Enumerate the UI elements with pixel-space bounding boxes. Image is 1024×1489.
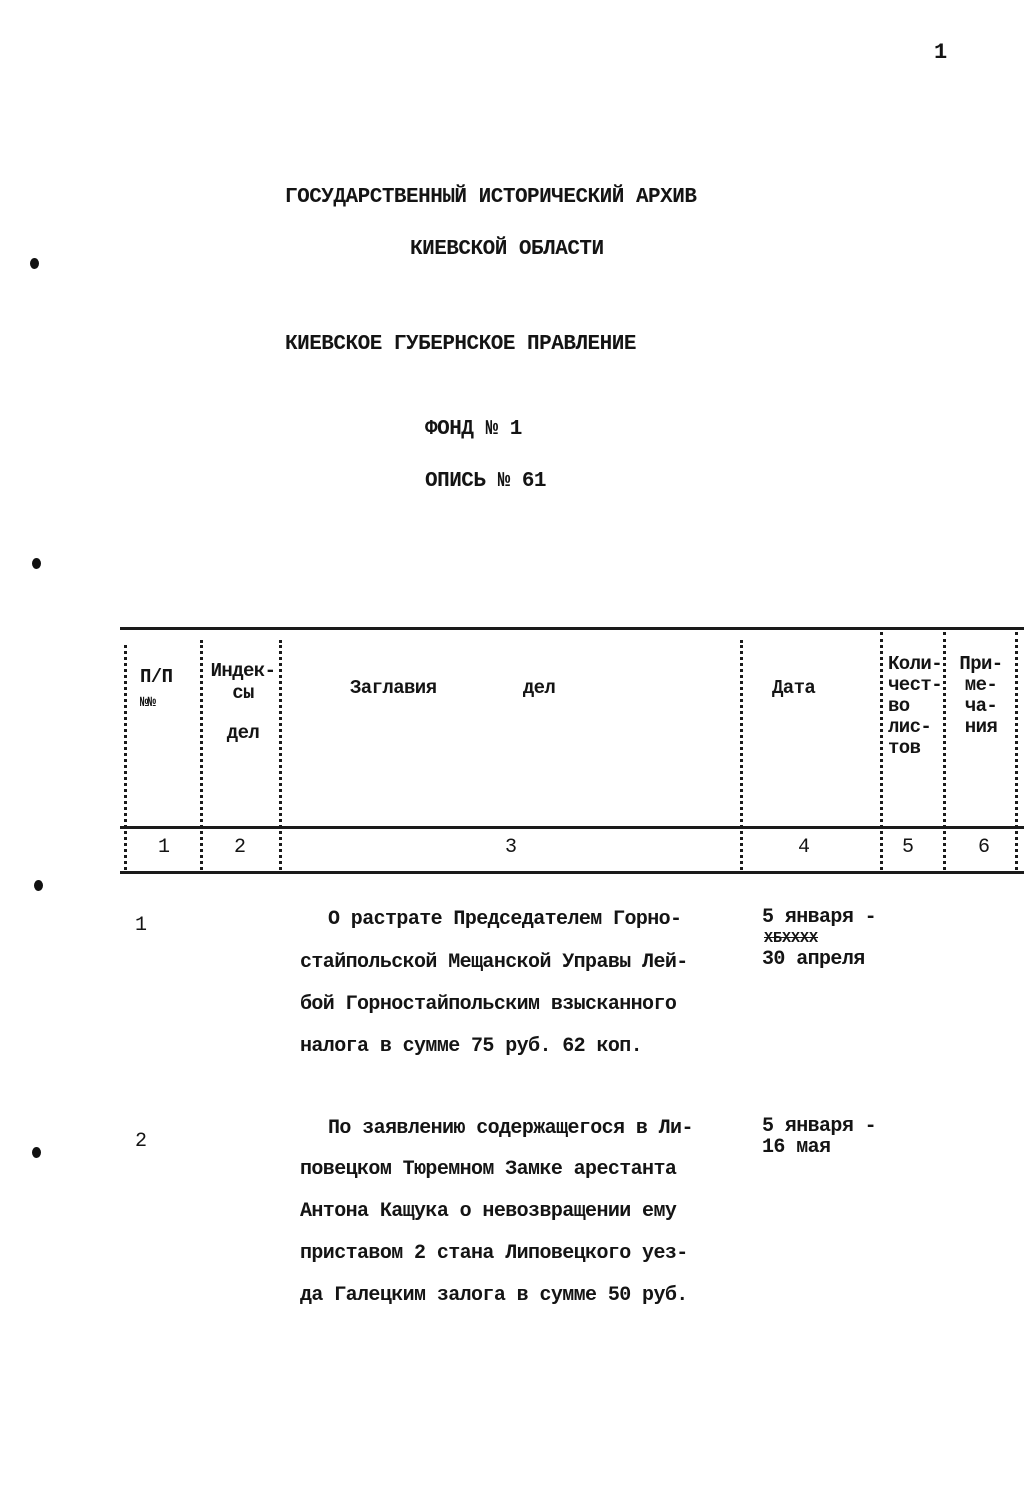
header-line: лис- xyxy=(888,716,932,738)
row-title-line: бой Горностайпольским взысканного xyxy=(300,993,677,1016)
column-divider xyxy=(943,632,946,870)
header-line: во xyxy=(888,695,910,717)
column-header-sheets xyxy=(888,654,942,759)
column-number-6: 6 xyxy=(978,836,991,859)
column-header-date: Дата xyxy=(772,677,816,699)
row-number: 2 xyxy=(135,1130,148,1153)
column-number-4: 4 xyxy=(798,836,811,859)
header-line: П/П xyxy=(140,666,173,688)
column-header-title: Заглавия дел xyxy=(350,677,556,699)
column-number-2: 2 xyxy=(234,836,247,859)
column-header-index xyxy=(208,660,278,744)
column-header-notes xyxy=(952,654,1010,738)
column-divider xyxy=(279,640,282,870)
binder-hole-mark xyxy=(34,880,43,891)
row-title-line: О растрате Председателем Горно- xyxy=(328,908,682,931)
header-line: ме- xyxy=(964,674,998,696)
header-line: Индек- xyxy=(210,660,276,682)
column-number-5: 5 xyxy=(902,836,915,859)
row-title-line: налога в сумме 75 руб. 62 коп. xyxy=(300,1035,643,1058)
archive-region: КИЕВСКОЙ ОБЛАСТИ xyxy=(410,238,604,261)
row-title-line: По заявлению содержащегося в Ли- xyxy=(328,1117,693,1140)
row-date-line: 30 апреля xyxy=(762,948,865,971)
header-line: дел xyxy=(226,722,260,744)
row-date-struck: ХБХХХХ xyxy=(764,930,819,947)
column-divider xyxy=(124,645,127,870)
archive-title: ГОСУДАРСТВЕННЫЙ ИСТОРИЧЕСКИЙ АРХИВ xyxy=(285,186,697,209)
binder-hole-mark xyxy=(32,558,41,569)
row-title-line: приставом 2 стана Липовецкого уез- xyxy=(300,1242,688,1265)
row-number: 1 xyxy=(135,914,148,937)
column-number-1: 1 xyxy=(158,836,171,859)
column-divider xyxy=(200,640,203,870)
header-line: Коли- xyxy=(888,653,943,675)
header-line: При- xyxy=(959,653,1003,675)
header-line: ния xyxy=(964,716,998,738)
row-title-line: да Галецким залога в сумме 50 руб. xyxy=(300,1284,688,1307)
fond-number: ФОНД № 1 xyxy=(425,418,522,441)
opis-number: ОПИСЬ № 61 xyxy=(425,470,547,493)
column-divider xyxy=(740,640,743,870)
header-line: сы xyxy=(232,682,254,704)
binder-hole-mark xyxy=(30,258,39,269)
header-line: тов xyxy=(888,737,921,759)
page-number: 1 xyxy=(934,40,948,65)
binder-hole-mark xyxy=(32,1147,41,1158)
table-mid-rule xyxy=(120,826,1024,829)
row-date-line: 5 января - xyxy=(762,1115,877,1138)
row-title-line: повецком Тюремном Замке арестанта xyxy=(300,1158,677,1181)
institution-title: КИЕВСКОЕ ГУБЕРНСКОЕ ПРАВЛЕНИЕ xyxy=(285,333,636,356)
table-bottom-rule xyxy=(120,871,1024,874)
header-line: чест- xyxy=(888,674,943,696)
column-divider xyxy=(880,632,883,870)
row-date-line: 16 мая xyxy=(762,1136,831,1159)
row-date-line: 5 января - xyxy=(762,906,877,929)
row-title-line: стайпольской Мещанской Управы Лей- xyxy=(300,951,688,974)
column-header-number xyxy=(140,666,172,714)
header-line: №№ xyxy=(140,695,156,711)
column-divider xyxy=(1015,632,1018,870)
header-line: ча- xyxy=(964,695,998,717)
row-title-line: Антона Кащука о невозвращении ему xyxy=(300,1200,677,1223)
table-top-rule xyxy=(120,627,1024,630)
column-number-3: 3 xyxy=(505,836,518,859)
